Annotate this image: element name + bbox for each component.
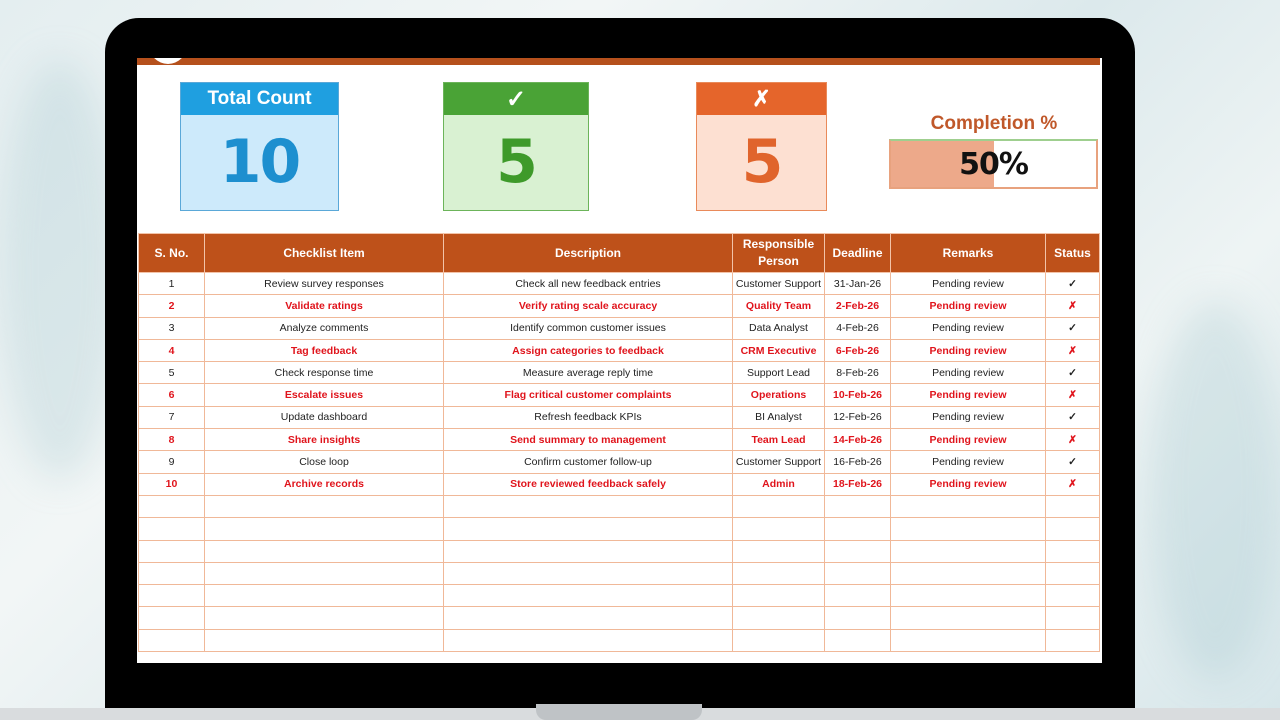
cell-item[interactable]: Share insights [205, 429, 444, 451]
table-row [139, 473, 1100, 495]
cell-remarks[interactable]: Pending review [891, 317, 1046, 339]
empty-cell[interactable] [891, 607, 1046, 629]
empty-row [139, 540, 1100, 562]
cell-deadline[interactable]: 14-Feb-26 [825, 429, 891, 451]
cell-description[interactable]: Flag critical customer complaints [444, 384, 733, 406]
empty-cell[interactable] [1046, 562, 1100, 584]
cell-item[interactable]: Close loop [205, 451, 444, 473]
empty-cell[interactable] [444, 518, 733, 540]
cell-description[interactable]: Send summary to management [444, 429, 733, 451]
cell-description[interactable]: Refresh feedback KPIs [444, 406, 733, 428]
empty-cell[interactable] [139, 518, 205, 540]
empty-cell[interactable] [733, 540, 825, 562]
empty-cell[interactable] [825, 495, 891, 517]
empty-cell[interactable] [444, 629, 733, 651]
cell-deadline[interactable]: 4-Feb-26 [825, 317, 891, 339]
cell-item[interactable]: Validate ratings [205, 295, 444, 317]
cell-person[interactable]: Quality Team [733, 295, 825, 317]
empty-cell[interactable] [733, 585, 825, 607]
empty-cell[interactable] [205, 518, 444, 540]
cell-remarks[interactable]: Pending review [891, 473, 1046, 495]
cell-status[interactable]: ✗ [1046, 295, 1100, 317]
cell-deadline[interactable]: 31-Jan-26 [825, 273, 891, 295]
cell-sno[interactable]: 2 [139, 295, 205, 317]
empty-row [139, 585, 1100, 607]
col-header-remarks[interactable]: Remarks [891, 234, 1046, 273]
empty-cell[interactable] [205, 607, 444, 629]
checklist-table [138, 233, 1100, 652]
empty-cell[interactable] [1046, 585, 1100, 607]
col-header-status[interactable]: Status [1046, 234, 1100, 273]
cell-status[interactable]: ✓ [1046, 451, 1100, 473]
spreadsheet-screen [137, 58, 1102, 663]
pending-count-card [696, 82, 827, 211]
empty-cell[interactable] [891, 495, 1046, 517]
empty-cell[interactable] [444, 495, 733, 517]
background-marble [0, 60, 120, 480]
cell-remarks[interactable]: Pending review [891, 339, 1046, 361]
cell-status[interactable]: ✗ [1046, 339, 1100, 361]
empty-row [139, 495, 1100, 517]
cell-remarks[interactable]: Pending review [891, 451, 1046, 473]
cross-icon: ✗ [697, 83, 826, 115]
cell-person[interactable]: Admin [733, 473, 825, 495]
cell-person[interactable]: Support Lead [733, 362, 825, 384]
cell-remarks[interactable]: Pending review [891, 362, 1046, 384]
cell-sno[interactable]: 4 [139, 339, 205, 361]
empty-cell[interactable] [733, 518, 825, 540]
empty-cell[interactable] [1046, 495, 1100, 517]
empty-cell[interactable] [733, 495, 825, 517]
completion-progress-bar [889, 139, 1098, 189]
cell-sno[interactable]: 6 [139, 384, 205, 406]
cell-person[interactable]: BI Analyst [733, 406, 825, 428]
table-row [139, 406, 1100, 428]
empty-row [139, 607, 1100, 629]
cell-deadline[interactable]: 2-Feb-26 [825, 295, 891, 317]
cell-item[interactable]: Analyze comments [205, 317, 444, 339]
empty-cell[interactable] [891, 540, 1046, 562]
empty-row [139, 629, 1100, 651]
total-count-value: 10 [219, 127, 300, 197]
empty-cell[interactable] [444, 540, 733, 562]
cell-item[interactable]: Check response time [205, 362, 444, 384]
pending-count-value: 5 [741, 127, 782, 197]
cell-person[interactable]: Data Analyst [733, 317, 825, 339]
empty-cell[interactable] [825, 562, 891, 584]
empty-cell[interactable] [1046, 540, 1100, 562]
cell-item[interactable]: Update dashboard [205, 406, 444, 428]
cell-person[interactable]: Customer Support [733, 273, 825, 295]
empty-row [139, 562, 1100, 584]
col-header-deadline[interactable]: Deadline [825, 234, 891, 273]
empty-cell[interactable] [825, 540, 891, 562]
cell-item[interactable]: Tag feedback [205, 339, 444, 361]
cell-sno[interactable]: 9 [139, 451, 205, 473]
cell-person[interactable]: CRM Executive [733, 339, 825, 361]
empty-cell[interactable] [139, 540, 205, 562]
empty-cell[interactable] [825, 518, 891, 540]
cell-deadline[interactable]: 10-Feb-26 [825, 384, 891, 406]
total-count-label: Total Count [181, 83, 338, 115]
completed-count-value: 5 [496, 127, 536, 197]
empty-cell[interactable] [891, 518, 1046, 540]
cell-remarks[interactable]: Pending review [891, 406, 1046, 428]
empty-cell[interactable] [205, 629, 444, 651]
cell-status[interactable]: ✓ [1046, 273, 1100, 295]
empty-cell[interactable] [825, 585, 891, 607]
table-row [139, 362, 1100, 384]
cell-item[interactable]: Escalate issues [205, 384, 444, 406]
cell-status[interactable]: ✗ [1046, 384, 1100, 406]
empty-cell[interactable] [205, 540, 444, 562]
empty-cell[interactable] [891, 629, 1046, 651]
completed-count-card [443, 82, 589, 211]
cell-sno[interactable]: 7 [139, 406, 205, 428]
cell-deadline[interactable]: 8-Feb-26 [825, 362, 891, 384]
laptop-notch [536, 704, 702, 720]
cell-description[interactable]: Identify common customer issues [444, 317, 733, 339]
empty-row [139, 518, 1100, 540]
empty-cell[interactable] [139, 562, 205, 584]
cell-remarks[interactable]: Pending review [891, 295, 1046, 317]
cell-status[interactable]: ✓ [1046, 406, 1100, 428]
cell-person[interactable]: Team Lead [733, 429, 825, 451]
cell-description[interactable]: Store reviewed feedback safely [444, 473, 733, 495]
empty-cell[interactable] [139, 629, 205, 651]
cell-status[interactable]: ✓ [1046, 362, 1100, 384]
empty-cell[interactable] [444, 585, 733, 607]
cell-deadline[interactable]: 12-Feb-26 [825, 406, 891, 428]
table-header-row [139, 234, 1100, 273]
cell-description[interactable]: Assign categories to feedback [444, 339, 733, 361]
empty-cell[interactable] [1046, 607, 1100, 629]
empty-cell[interactable] [733, 607, 825, 629]
empty-cell[interactable] [825, 607, 891, 629]
empty-cell[interactable] [139, 607, 205, 629]
empty-cell[interactable] [205, 495, 444, 517]
completion-percent: 50% [959, 146, 1028, 182]
cell-status[interactable]: ✓ [1046, 317, 1100, 339]
table-row [139, 273, 1100, 295]
cell-status[interactable]: ✗ [1046, 429, 1100, 451]
empty-cell[interactable] [444, 562, 733, 584]
empty-cell[interactable] [205, 562, 444, 584]
cell-sno[interactable]: 3 [139, 317, 205, 339]
cell-remarks[interactable]: Pending review [891, 384, 1046, 406]
col-header-person[interactable]: Responsible Person [733, 234, 825, 273]
cell-deadline[interactable]: 16-Feb-26 [825, 451, 891, 473]
title-bar [137, 58, 1100, 65]
cell-remarks[interactable]: Pending review [891, 429, 1046, 451]
cell-sno[interactable]: 5 [139, 362, 205, 384]
col-header-sno[interactable]: S. No. [139, 234, 205, 273]
total-count-card [180, 82, 339, 211]
table-row [139, 317, 1100, 339]
cell-item[interactable]: Archive records [205, 473, 444, 495]
col-header-item[interactable]: Checklist Item [205, 234, 444, 273]
table-row [139, 451, 1100, 473]
cell-description[interactable]: Verify rating scale accuracy [444, 295, 733, 317]
cell-deadline[interactable]: 18-Feb-26 [825, 473, 891, 495]
empty-cell[interactable] [891, 562, 1046, 584]
completion-title: Completion % [930, 113, 1058, 134]
empty-cell[interactable] [205, 585, 444, 607]
table-row [139, 295, 1100, 317]
empty-cell[interactable] [139, 585, 205, 607]
col-header-description[interactable]: Description [444, 234, 733, 273]
cell-description[interactable]: Measure average reply time [444, 362, 733, 384]
empty-cell[interactable] [891, 585, 1046, 607]
table-row [139, 339, 1100, 361]
cell-sno[interactable]: 10 [139, 473, 205, 495]
empty-cell[interactable] [1046, 629, 1100, 651]
empty-cell[interactable] [825, 629, 891, 651]
table-row [139, 429, 1100, 451]
empty-cell[interactable] [733, 562, 825, 584]
empty-cell[interactable] [733, 629, 825, 651]
table-row [139, 384, 1100, 406]
cell-sno[interactable]: 8 [139, 429, 205, 451]
cell-remarks[interactable]: Pending review [891, 273, 1046, 295]
cell-deadline[interactable]: 6-Feb-26 [825, 339, 891, 361]
cell-person[interactable]: Operations [733, 384, 825, 406]
cell-status[interactable]: ✗ [1046, 473, 1100, 495]
cell-description[interactable]: Check all new feedback entries [444, 273, 733, 295]
cell-sno[interactable]: 1 [139, 273, 205, 295]
empty-cell[interactable] [444, 607, 733, 629]
cell-description[interactable]: Confirm customer follow-up [444, 451, 733, 473]
background-marble [1150, 300, 1280, 680]
cell-item[interactable]: Review survey responses [205, 273, 444, 295]
empty-cell[interactable] [1046, 518, 1100, 540]
check-icon: ✓ [444, 83, 588, 115]
cell-person[interactable]: Customer Support [733, 451, 825, 473]
empty-cell[interactable] [139, 495, 205, 517]
